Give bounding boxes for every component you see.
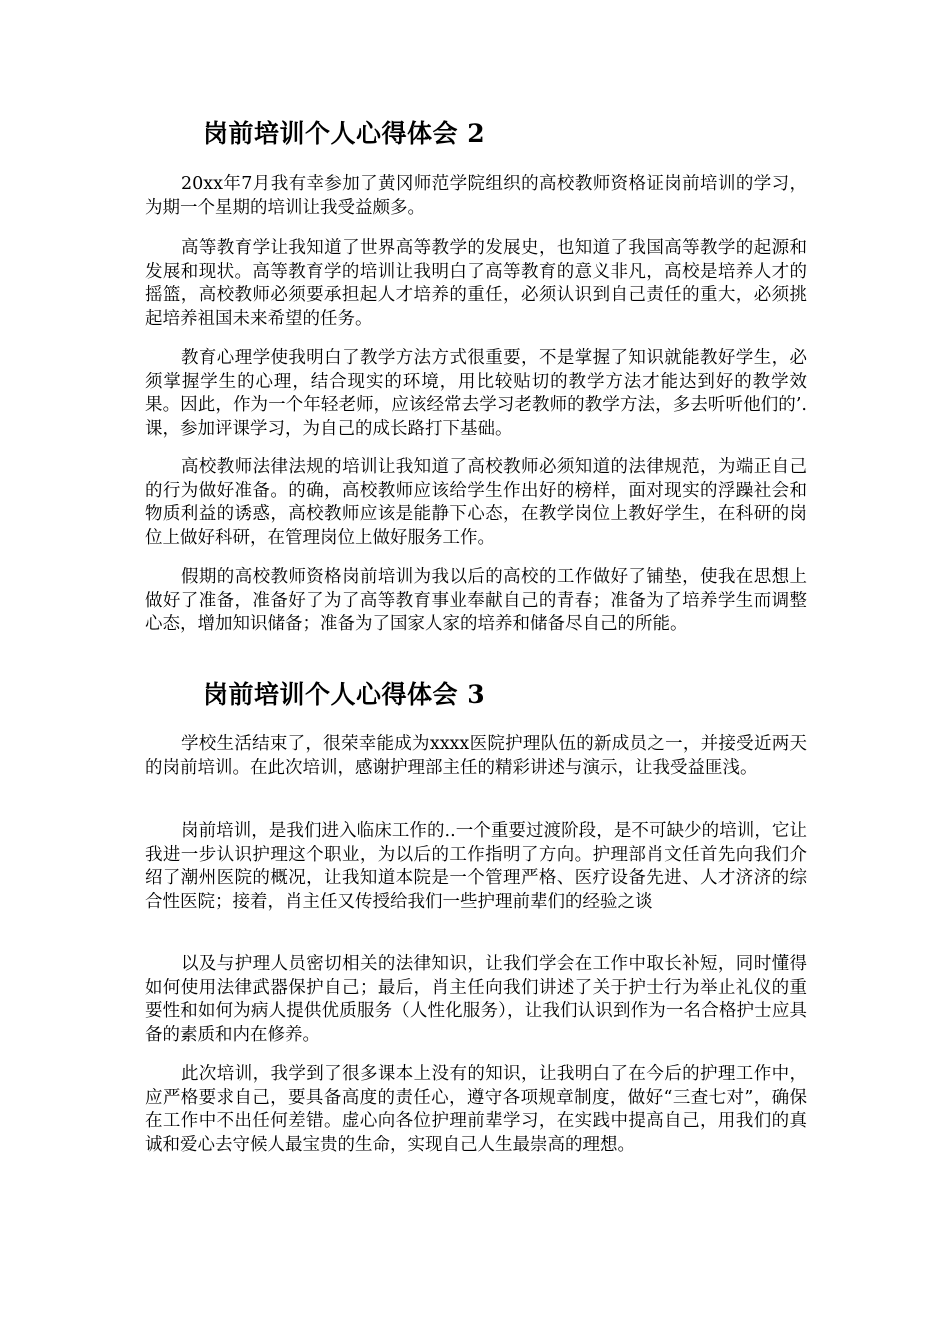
paragraph: 此次培训，我学到了很多课本上没有的知识，让我明白了在今后的护理工作中，应严格要求自己，要具备高度的责任心，遵守各项规章制度，做好“三查七对”，确保在工作中不出任何差错。虚心向各位护理前辈学习，在实践中提高自己，用我们的真诚和爱心去守候人最宝贵的生命，实现自己人生最崇高的理想。 [145, 1064, 807, 1155]
paragraph: 岗前培训，是我们进入临床工作的..一个重要过渡阶段，是不可缺少的培训，它让我进一步认识护理这个职业，为以后的工作指明了方向。护理部肖文任首先向我们介绍了潮州医院的概况，让我知道本院是一个管理严格、医疗设备先进、人才济济的综合性医院；接着，肖主任又传授给我们一些护理前辈们的经验之谈 [145, 821, 807, 912]
paragraph: 高等教育学让我知道了世界高等教学的发展史，也知道了我国高等教学的起源和发展和现状。高等教育学的培训让我明白了高等教育的意义非凡，高校是培养人才的摇篮，高校教师必须要承担起人才培养的重任，必须认识到自己责任的重大，必须挑起培养祖国未来希望的任务。 [145, 238, 807, 329]
paragraph: 学校生活结束了，很荣幸能成为xxxx医院护理队伍的新成员之一，并接受近两天的岗前培训。在此次培训，感谢护理部主任的精彩讲述与演示，让我受益匪浅。 [145, 734, 807, 778]
paragraph: 教育心理学使我明白了教学方法方式很重要，不是掌握了知识就能教好学生，必须掌握学生的心理，结合现实的环境，用比较贴切的教学方法才能达到好的教学效果。因此，作为一个年轻老师，应该经常去学习老教师的教学方法，多去听听他们的’.课，参加评课学习，为自己的成长路打下基础。 [145, 348, 807, 439]
paragraph: 20xx年7月我有幸参加了黄冈师范学院组织的高校教师资格证岗前培训的学习，为期一个星期的培训让我受益颇多。 [145, 174, 807, 218]
paragraph: 假期的高校教师资格岗前培训为我以后的高校的工作做好了铺垫，使我在思想上做好了准备，准备好了为了高等教育事业奉献自己的青春；准备为了培养学生而调整心态，增加知识储备；准备为了国家人家的培养和储备尽自己的所能。 [145, 567, 807, 635]
section-title-3: 岗前培训个人心得体会 3 [203, 680, 486, 709]
section-title-2: 岗前培训个人心得体会 2 [203, 119, 486, 148]
paragraph: 高校教师法律法规的培训让我知道了高校教师必须知道的法律规范，为端正自己的行为做好准备。的确，高校教师应该给学生作出好的榜样，面对现实的浮躁社会和物质利益的诱惑，高校教师应该是能静下心态，在教学岗位上教好学生，在科研的岗位上做好科研，在管理岗位上做好服务工作。 [145, 457, 807, 548]
paragraph: 以及与护理人员密切相关的法律知识，让我们学会在工作中取长补短，同时懂得如何使用法律武器保护自己；最后，肖主任向我们讲述了关于护士行为举止礼仪的重要性和如何为病人提供优质服务（人性化服务），让我们认识到作为一名合格护士应具备的素质和内在修养。 [145, 954, 807, 1045]
